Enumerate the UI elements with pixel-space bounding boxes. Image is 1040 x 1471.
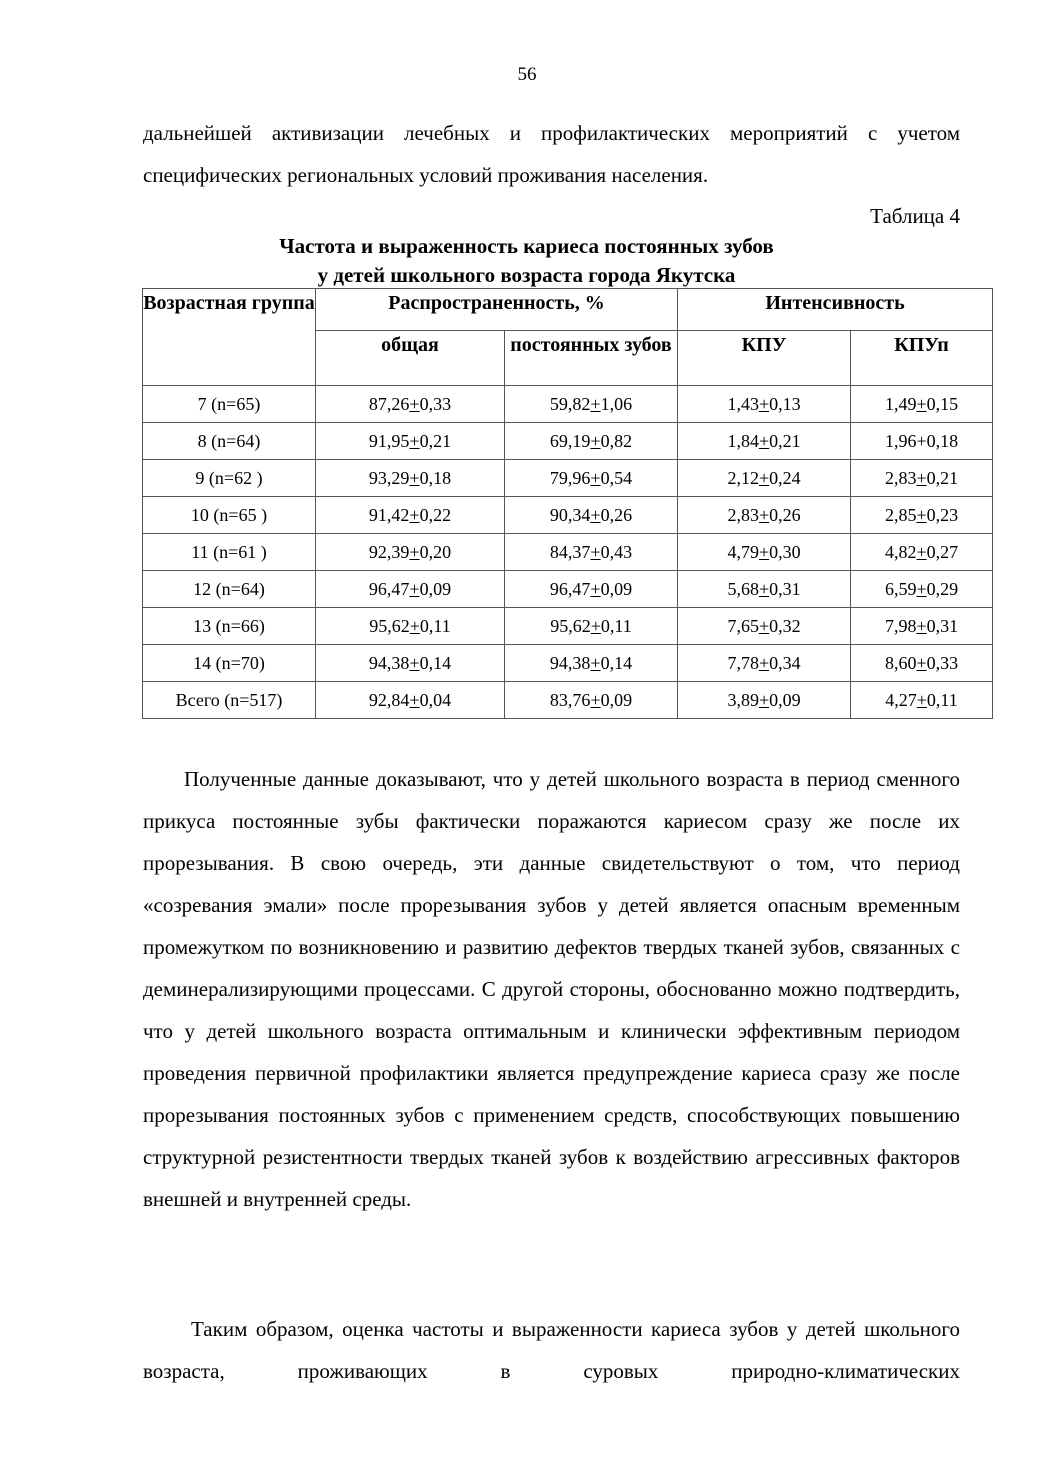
cell-kpu: 4,79+0,30 [678, 534, 851, 571]
table-row [143, 497, 993, 534]
cell-total: 87,26+0,33 [316, 386, 505, 423]
cell-age-group: 9 (n=62 ) [143, 460, 316, 497]
header-kpu: КПУ [678, 331, 851, 386]
cell-permanent: 95,62+0,11 [505, 608, 678, 645]
cell-kpu: 2,12+0,24 [678, 460, 851, 497]
cell-kpup: 1,96+0,18 [851, 423, 993, 460]
cell-kpup: 2,85+0,23 [851, 497, 993, 534]
table-label: Таблица 4 [870, 204, 960, 228]
cell-kpu: 7,65+0,32 [678, 608, 851, 645]
header-prevalence: Распространенность, % [316, 289, 678, 331]
page-number: 56 [517, 64, 537, 85]
cell-age-group: 10 (n=65 ) [143, 497, 316, 534]
cell-permanent: 90,34+0,26 [505, 497, 678, 534]
header-age-group: Возрастная группа [143, 289, 316, 386]
table-row [143, 386, 993, 423]
cell-age-group: Всего (n=517) [143, 682, 316, 719]
paragraph-findings: Полученные данные доказывают, что у детей школьного возраста в период сменного прикуса постоянные зубы фактически поражаются кариесом сразу же после их прорезывания. В свою очередь, эти данные свидетельствуют о том, что период «созревания эмали» после прорезывания зубов у детей является опасным временным промежутком по возникновению и развитию дефектов твердых тканей зубов, связанных с деминерализирующими процессами. С другой стороны, обоснованно можно подтвердить, что у детей школьного возраста оптимальным и клинически эффективным периодом проведения первичной профилактики является предупреждение кариеса сразу же после прорезывания постоянных зубов с применением средств, способствующих повышению структурной резистентности твердых тканей зубов к воздействию агрессивных факторов внешней и внутренней среды. [143, 767, 960, 1211]
cell-kpu: 7,78+0,34 [678, 645, 851, 682]
paragraph-conclusion: Таким образом, оценка частоты и выраженности кариеса зубов у детей школьного возраста, проживающих в суровых природно-климатических [143, 1317, 960, 1383]
header-permanent: постоянных зубов [505, 331, 678, 386]
cell-kpu: 1,43+0,13 [678, 386, 851, 423]
cell-kpup: 2,83+0,21 [851, 460, 993, 497]
header-kpup: КПУп [851, 331, 993, 386]
table-row [143, 608, 993, 645]
cell-kpup: 1,49+0,15 [851, 386, 993, 423]
cell-kpup: 7,98+0,31 [851, 608, 993, 645]
cell-permanent: 96,47+0,09 [505, 571, 678, 608]
cell-total: 96,47+0,09 [316, 571, 505, 608]
cell-total: 92,39+0,20 [316, 534, 505, 571]
cell-permanent: 84,37+0,43 [505, 534, 678, 571]
table-row [143, 645, 993, 682]
cell-total: 95,62+0,11 [316, 608, 505, 645]
table-title [143, 232, 910, 290]
cell-total: 91,95+0,21 [316, 423, 505, 460]
cell-kpup: 8,60+0,33 [851, 645, 993, 682]
cell-kpup: 4,82+0,27 [851, 534, 993, 571]
cell-age-group: 11 (n=61 ) [143, 534, 316, 571]
cell-kpu: 1,84+0,21 [678, 423, 851, 460]
table-title-line-1: Частота и выраженность кариеса постоянных зубов [279, 234, 774, 258]
table-title-line-2: у детей школьного возраста города Якутска [317, 263, 736, 287]
cell-kpup: 4,27+0,11 [851, 682, 993, 719]
header-intensity: Интенсивность [678, 289, 993, 331]
cell-permanent: 83,76+0,09 [505, 682, 678, 719]
caries-table [142, 288, 993, 719]
table-row [143, 571, 993, 608]
cell-permanent: 79,96+0,54 [505, 460, 678, 497]
table-body [143, 386, 993, 719]
cell-kpu: 2,83+0,26 [678, 497, 851, 534]
cell-total: 94,38+0,14 [316, 645, 505, 682]
cell-total: 93,29+0,18 [316, 460, 505, 497]
cell-age-group: 12 (n=64) [143, 571, 316, 608]
table-row [143, 460, 993, 497]
table-row [143, 534, 993, 571]
table-row [143, 423, 993, 460]
cell-total: 92,84+0,04 [316, 682, 505, 719]
cell-age-group: 8 (n=64) [143, 423, 316, 460]
cell-age-group: 14 (n=70) [143, 645, 316, 682]
paragraph-intro: дальнейшей активизации лечебных и профилактических мероприятий с учетом специфических региональных условий проживания населения. [143, 121, 960, 187]
table-header-row [143, 289, 993, 331]
cell-kpup: 6,59+0,29 [851, 571, 993, 608]
table-row [143, 682, 993, 719]
cell-permanent: 69,19+0,82 [505, 423, 678, 460]
cell-permanent: 94,38+0,14 [505, 645, 678, 682]
cell-kpu: 5,68+0,31 [678, 571, 851, 608]
cell-age-group: 7 (n=65) [143, 386, 316, 423]
cell-kpu: 3,89+0,09 [678, 682, 851, 719]
cell-age-group: 13 (n=66) [143, 608, 316, 645]
cell-total: 91,42+0,22 [316, 497, 505, 534]
header-total: общая [316, 331, 505, 386]
cell-permanent: 59,82+1,06 [505, 386, 678, 423]
